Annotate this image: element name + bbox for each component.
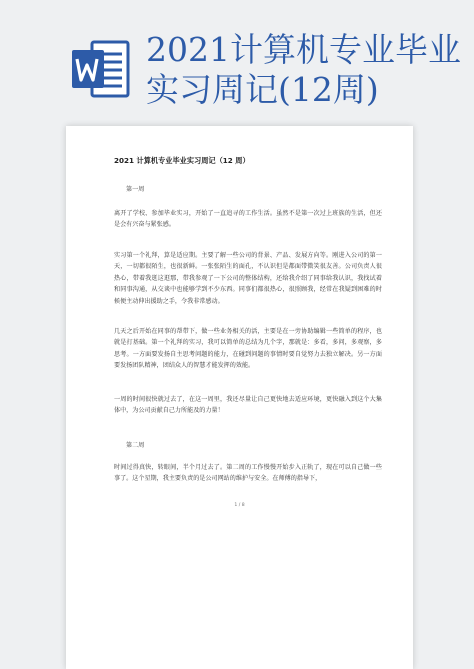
- paragraph-4: 一周的时间很快就过去了，在这一周里，我还尽量让自己更快地去适应环境，更快融入到这个大集体中，为公司贡献自己力所能及的力量！: [114, 396, 382, 415]
- document-page: [66, 126, 413, 669]
- word-document-icon: [70, 38, 132, 100]
- week2-label: 第二周: [126, 442, 145, 449]
- page-number: 1 / 8: [234, 503, 245, 508]
- week1-label: 第一周: [126, 186, 145, 193]
- paragraph-3: 几天之后开始在同事的帮带下，做一些业务相关的活，主要是在一旁协助编辑一些简单的程序，也就是打基础。第一个礼拜的实习，我可以简单的总结为几个字，那就是：多看，多问，多观察，多思考。一方面要发扬自主思考问题的能力，在碰到问题的事情时要自觉努力去独立解决。另一方面要发扬团队精神，团结众人的智慧才能发挥的效能。: [114, 328, 382, 370]
- banner-title: 2021计算机专业毕业实习周记(12周): [146, 30, 461, 109]
- document-heading: 2021 计算机专业毕业实习周记（12 周）: [114, 156, 250, 165]
- paragraph-1: 离开了学校、参加毕业实习，开始了一直追寻的工作生活。虽然不是第一次过上班族的生活，但还是会有兴奋与紧张感。: [114, 210, 382, 229]
- week2-paragraph: 时间过得真快，转眼间，半个月过去了。第二周的工作慢慢开始步入正轨了，现在可以自己做一些事了。这个星期，我主要负责的是公司网站的维护与安全。在师傅的指导下，: [114, 464, 382, 483]
- paragraph-2: 实习第一个礼拜，算是适应期。主要了解一些公司的背景、产品、发展方向等。刚进入公司的第一天，一切都很陌生，也很新鲜。一张张陌生的面孔，不认识但是都面带微笑很友善。公司负责人很热心，带着我逛这逛那，带我参观了一下公司的整体结构，还给我介绍了同事给我认识，我找试着和同事沟通，从交谈中也能够学到不少东西。同事们都很热心，很照顾我，经常在我疑到困难的时候便主动伸出援助之手，令我非常感动。: [114, 252, 382, 305]
